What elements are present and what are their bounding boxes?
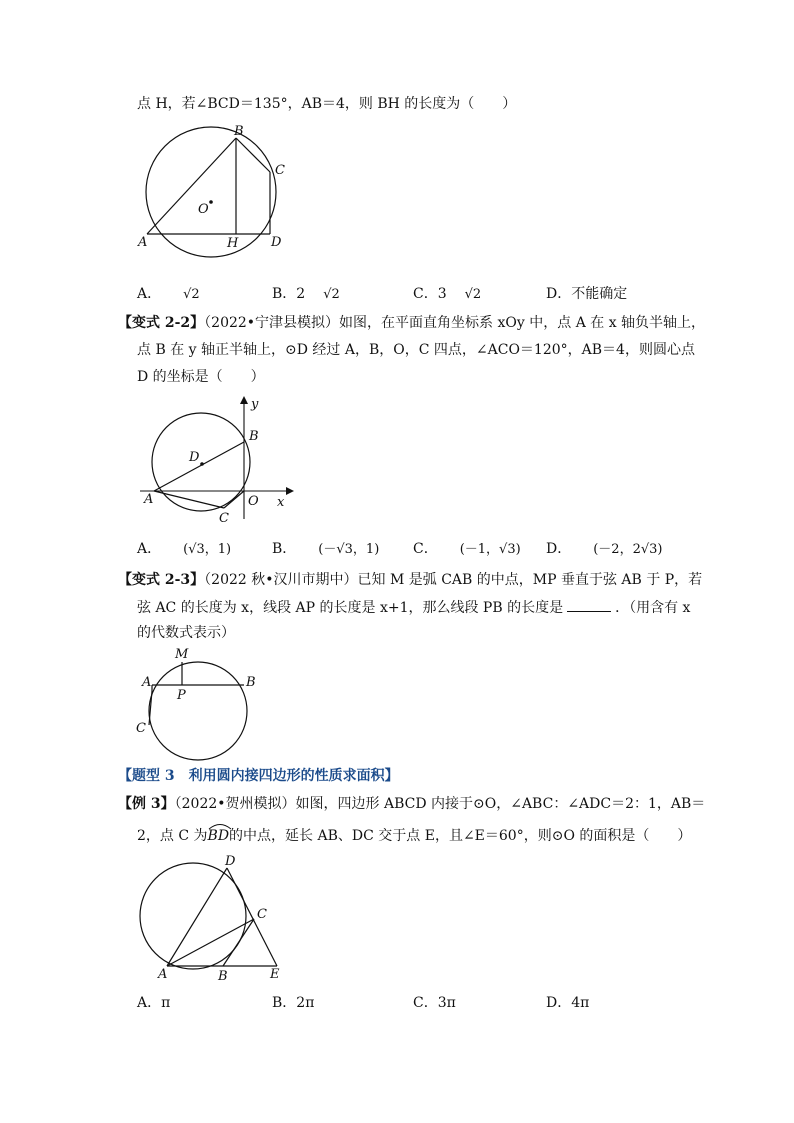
q3-label-b: B (246, 675, 256, 690)
q3-line2: 弦 AC 的长度为 x，线段 AP 的长度是 x+1，那么线段 PB 的长度是 ．（用含有 x (137, 597, 690, 618)
q1-option-b: B．2 √2 (272, 286, 340, 302)
q1-label-b: B (234, 124, 244, 139)
q1-label-d: D (271, 235, 282, 250)
q2-line3: D 的坐标是（ ） (137, 369, 265, 385)
q1-label-a: A (138, 235, 148, 250)
q1-label-o: O (198, 202, 209, 217)
q2-option-b: B． (－√3，1) (272, 541, 380, 557)
q2-figure (138, 394, 298, 529)
q2-label-y: y (251, 397, 259, 412)
q4-arc-bd: BD (208, 828, 230, 844)
q2-label-b: B (249, 429, 259, 444)
q4-label-c: C (257, 907, 267, 922)
q1-option-a: A． √2 (137, 286, 200, 302)
q4-option-a: A．π (137, 995, 171, 1011)
q4-line2: 2，点 C 为 BD的中点，延长 AB、DC 交于点 E，且∠E＝60°，则⊙O 的面积是（ ） (137, 826, 691, 846)
q1-option-d: D．不能确定 (546, 286, 628, 302)
q4-line1: 【例 3】（2022•贺州模拟）如图，四边形 ABCD 内接于⊙O，∠ABC：∠ADC＝2：1，AB＝ (118, 796, 706, 812)
q1-label-c: C (275, 163, 285, 178)
q2-label-c: C (219, 511, 229, 526)
q3-label-m: M (175, 647, 189, 662)
q3-line1: 【变式 2-3】（2022 秋•汉川市期中）已知 M 是弧 CAB 的中点，MP 垂直于弦 AB 于 P，若 (118, 572, 703, 588)
q2-line2: 点 B 在 y 轴正半轴上，⊙D 经过 A，B，O，C 四点，∠ACO＝120°，AB＝4，则圆心点 (137, 342, 695, 358)
q1-figure (138, 126, 298, 251)
q2-label-o: O (248, 494, 259, 509)
q1-label-h: H (227, 236, 239, 251)
q2-option-a: A． (√3，1) (137, 541, 232, 557)
q2-label-a: A (144, 492, 154, 507)
q1-text: 点 H，若∠BCD＝135°，AB＝4，则 BH 的长度为（ ） (137, 96, 517, 112)
q3-label-p: P (177, 688, 186, 703)
q1-option-c: C．3 √2 (413, 286, 482, 302)
q4-label-d: D (225, 854, 236, 869)
q2-label-d: D (189, 450, 200, 465)
q4-label-a: A (158, 967, 168, 982)
q4-label-b: B (218, 969, 228, 984)
q2-label-x: x (277, 495, 285, 510)
q3-answer-blank (567, 597, 611, 612)
q4-option-d: D．4π (546, 995, 590, 1011)
q2-line1: 【变式 2-2】（2022•宁津县模拟）如图，在平面直角坐标系 xOy 中，点 A 在 x 轴负半轴上， (118, 315, 706, 331)
q4-figure (137, 853, 297, 983)
q4-option-c: C．3π (413, 995, 456, 1011)
q2-option-d: D． (－2，2√3) (546, 541, 663, 557)
q3-label-a: A (142, 675, 152, 690)
q3-figure (136, 648, 266, 748)
q2-option-c: C． (－1，√3) (413, 541, 521, 557)
q3-line3: 的代数式表示） (137, 625, 235, 641)
q4-label-e: E (270, 967, 280, 982)
section-heading: 【题型 3 利用圆内接四边形的性质求面积】 (118, 768, 399, 784)
q4-option-b: B．2π (272, 995, 315, 1011)
q3-label-c: C (136, 721, 146, 736)
